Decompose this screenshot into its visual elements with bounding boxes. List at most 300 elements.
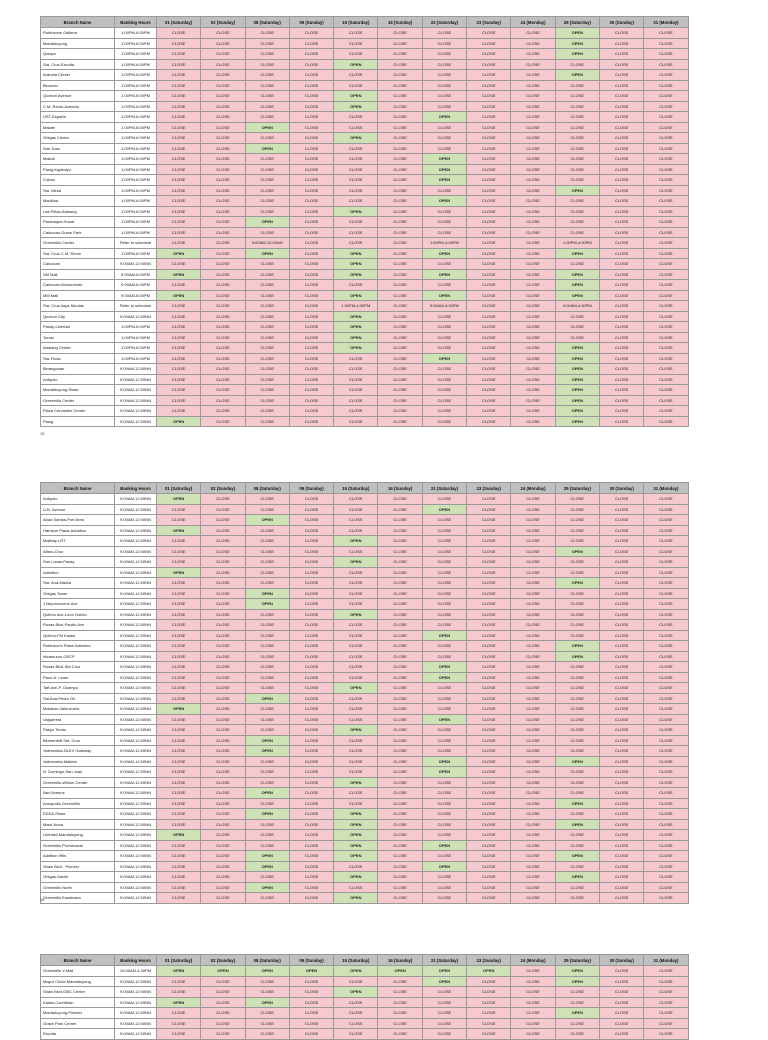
banking-hours: 9:00AM-12:00NN xyxy=(115,756,157,767)
status-cell: CLOSE xyxy=(245,798,289,809)
status-cell: CLOSE xyxy=(644,683,688,694)
status-cell: CLOSE xyxy=(467,683,511,694)
banking-hours: 1:00PM-6:00PM xyxy=(115,353,157,364)
status-cell: CLOSE xyxy=(555,227,599,238)
banking-hours: 9:00AM-12:00NN xyxy=(115,641,157,652)
status-cell: CLOSE xyxy=(511,70,555,81)
column-header: 29 (Saturday) xyxy=(555,17,599,28)
table-row xyxy=(41,91,689,102)
status-cell: CLOSE xyxy=(555,525,599,536)
status-cell: CLOSE xyxy=(555,997,599,1008)
status-cell: CLOSE xyxy=(201,374,245,385)
status-cell: CLOSE xyxy=(599,588,643,599)
status-cell: CLOSE xyxy=(555,620,599,631)
status-cell: CLOSE xyxy=(644,756,688,767)
status-cell: CLOSE xyxy=(599,599,643,610)
status-cell: CLOSE xyxy=(467,416,511,427)
branch-name: Greenhills North xyxy=(41,882,115,893)
status-cell: CLOSE xyxy=(555,672,599,683)
status-cell: CLOSE xyxy=(289,80,333,91)
banking-hours: 9:00AM-12:00NN xyxy=(115,1018,157,1029)
status-cell: CLOSE xyxy=(511,364,555,375)
branch-name: Plaza Cervantes Center xyxy=(41,406,115,417)
status-cell: CLOSE xyxy=(378,1008,422,1019)
status-cell: CLOSE xyxy=(245,364,289,375)
branch-name: Mandaluyong xyxy=(41,38,115,49)
status-cell: CLOSE xyxy=(378,746,422,757)
status-cell: CLOSE xyxy=(644,504,688,515)
status-cell: CLOSE xyxy=(334,651,378,662)
column-header: 24 (Monday) xyxy=(511,17,555,28)
status-cell: CLOSE xyxy=(334,546,378,557)
status-cell: OPEN xyxy=(555,374,599,385)
status-cell: CLOSE xyxy=(555,59,599,70)
status-cell: OPEN xyxy=(157,416,201,427)
table-row xyxy=(41,704,689,715)
status-cell: CLOSE xyxy=(599,557,643,568)
status-cell: CLOSE xyxy=(511,809,555,820)
header-row xyxy=(41,955,689,966)
banking-hours: 9:00AM-12:00NN xyxy=(115,735,157,746)
status-cell: CLOSE xyxy=(599,91,643,102)
banking-hours: 9:00AM-12:00NN xyxy=(115,504,157,515)
status-cell: CLOSE xyxy=(378,38,422,49)
status-cell: CLOSE xyxy=(467,756,511,767)
branch-name: Antipolo xyxy=(41,494,115,505)
status-cell: CLOSE xyxy=(467,185,511,196)
status-cell: OPEN xyxy=(422,714,466,725)
status-cell: CLOSE xyxy=(644,385,688,396)
table-row xyxy=(41,1018,689,1029)
status-cell: CLOSE xyxy=(555,861,599,872)
status-cell: CLOSE xyxy=(555,588,599,599)
status-cell: OPEN xyxy=(334,290,378,301)
status-cell: CLOSE xyxy=(511,238,555,249)
status-cell: CLOSE xyxy=(157,406,201,417)
banking-hours: Refer to schedule xyxy=(115,301,157,312)
status-cell: CLOSE xyxy=(467,997,511,1008)
status-cell: CLOSE xyxy=(157,609,201,620)
status-cell: CLOSE xyxy=(467,987,511,998)
branch-name: C.M. Recto-Avenida xyxy=(41,101,115,112)
status-cell: CLOSE xyxy=(289,599,333,610)
status-cell: CLOSE xyxy=(422,735,466,746)
status-cell: CLOSE xyxy=(378,217,422,228)
status-cell: CLOSE xyxy=(378,1029,422,1040)
status-cell: CLOSE xyxy=(245,840,289,851)
status-cell: CLOSE xyxy=(378,788,422,799)
status-cell: CLOSE xyxy=(599,143,643,154)
status-cell: CLOSE xyxy=(245,49,289,60)
status-cell: CLOSE xyxy=(644,269,688,280)
banking-hours: 9:00AM-12:00NN xyxy=(115,872,157,883)
table-row xyxy=(41,395,689,406)
status-cell: CLOSE xyxy=(599,504,643,515)
table-row xyxy=(41,332,689,343)
status-cell: CLOSE xyxy=(245,343,289,354)
status-cell: CLOSE xyxy=(245,206,289,217)
status-cell: CLOSE xyxy=(289,525,333,536)
status-cell: CLOSE xyxy=(422,893,466,904)
status-cell: CLOSE xyxy=(201,206,245,217)
branch-name: Valenzuela-Malinta xyxy=(41,756,115,767)
status-cell: CLOSE xyxy=(289,416,333,427)
status-cell: CLOSE xyxy=(467,536,511,547)
status-cell: CLOSE xyxy=(289,248,333,259)
status-cell: CLOSE xyxy=(334,578,378,589)
status-cell: CLOSE xyxy=(511,588,555,599)
status-cell: CLOSE xyxy=(644,112,688,123)
status-cell: CLOSE xyxy=(289,809,333,820)
status-cell: CLOSE xyxy=(289,217,333,228)
branch-name: Roxas Blvd-Pacific Ave xyxy=(41,620,115,631)
column-header: 16 (Sunday) xyxy=(378,955,422,966)
status-cell: CLOSE xyxy=(289,840,333,851)
table-row xyxy=(41,976,689,987)
status-cell: CLOSE xyxy=(644,206,688,217)
status-cell: CLOSE xyxy=(599,725,643,736)
status-cell: CLOSE xyxy=(555,259,599,270)
banking-hours: 1:00PM-6:00PM xyxy=(115,122,157,133)
status-cell: CLOSE xyxy=(157,133,201,144)
table-row xyxy=(41,966,689,977)
branch-name: Malibay-LRT xyxy=(41,536,115,547)
status-cell: CLOSE xyxy=(511,280,555,291)
status-cell: OPEN xyxy=(555,651,599,662)
branch-name: Intramuros-GSCP xyxy=(41,651,115,662)
status-cell: OPEN xyxy=(201,966,245,977)
branch-name: Robinsons Galleria xyxy=(41,28,115,39)
status-cell: CLOSE xyxy=(201,217,245,228)
banking-hours: 9:00AM-12:00NN xyxy=(115,693,157,704)
status-cell: CLOSE xyxy=(201,588,245,599)
status-cell: CLOSE xyxy=(511,374,555,385)
status-cell: CLOSE xyxy=(201,714,245,725)
status-cell: CLOSE xyxy=(599,997,643,1008)
status-cell: CLOSE xyxy=(599,546,643,557)
status-cell: CLOSE xyxy=(555,206,599,217)
status-cell: CLOSE xyxy=(378,536,422,547)
status-cell: CLOSE xyxy=(334,620,378,631)
status-cell: CLOSE xyxy=(201,70,245,81)
table-row xyxy=(41,987,689,998)
status-cell: CLOSE xyxy=(599,746,643,757)
table-row xyxy=(41,416,689,427)
status-cell: CLOSE xyxy=(201,322,245,333)
status-cell: CLOSE xyxy=(289,798,333,809)
status-cell: CLOSE xyxy=(511,997,555,1008)
status-cell: CLOSE xyxy=(644,301,688,312)
status-cell: CLOSE xyxy=(157,872,201,883)
column-header: Banking Hours xyxy=(115,955,157,966)
table-row xyxy=(41,651,689,662)
status-cell: CLOSE xyxy=(245,704,289,715)
status-cell: CLOSE xyxy=(157,374,201,385)
status-cell: CLOSE xyxy=(467,620,511,631)
branch-name: Caloocan-Grace Park xyxy=(41,227,115,238)
status-cell: CLOSE xyxy=(467,1029,511,1040)
status-cell: CLOSE xyxy=(555,662,599,673)
status-cell: OPEN xyxy=(245,861,289,872)
schedule-table-3 xyxy=(40,954,689,1040)
column-header: 29 (Saturday) xyxy=(555,955,599,966)
status-cell: CLOSE xyxy=(245,101,289,112)
banking-hours: 9:00AM-12:00NN xyxy=(115,725,157,736)
branch-name: Valgarrera xyxy=(41,714,115,725)
table-row xyxy=(41,175,689,186)
status-cell: CLOSE xyxy=(157,735,201,746)
status-cell: CLOSE xyxy=(644,735,688,746)
column-header: 23 (Sunday) xyxy=(467,17,511,28)
status-cell: CLOSE xyxy=(511,290,555,301)
status-cell: CLOSE xyxy=(378,683,422,694)
status-cell: CLOSE xyxy=(644,1029,688,1040)
status-cell: CLOSE xyxy=(334,385,378,396)
status-cell: CLOSE xyxy=(289,374,333,385)
table-row xyxy=(41,70,689,81)
column-header: 30 (Sunday) xyxy=(599,17,643,28)
status-cell: CLOSE xyxy=(467,343,511,354)
status-cell: CLOSE xyxy=(201,704,245,715)
status-cell: CLOSE xyxy=(334,1008,378,1019)
status-cell: CLOSE xyxy=(422,70,466,81)
status-cell: CLOSE xyxy=(644,374,688,385)
status-cell: CLOSE xyxy=(289,280,333,291)
status-cell: OPEN xyxy=(334,311,378,322)
status-cell: OPEN xyxy=(245,966,289,977)
status-cell: CLOSE xyxy=(378,893,422,904)
status-cell: CLOSE xyxy=(201,269,245,280)
status-cell: CLOSE xyxy=(289,59,333,70)
status-cell: CLOSE xyxy=(467,1018,511,1029)
banking-hours: 9:00AM-12:00NN xyxy=(115,777,157,788)
status-cell: OPEN xyxy=(378,966,422,977)
status-cell: CLOSE xyxy=(245,662,289,673)
status-cell: CLOSE xyxy=(599,206,643,217)
banking-hours: 1:00PM-6:00PM xyxy=(115,133,157,144)
status-cell: CLOSE xyxy=(289,546,333,557)
banking-hours: 1:00PM-6:00PM xyxy=(115,80,157,91)
table-row xyxy=(41,714,689,725)
status-cell: CLOSE xyxy=(378,364,422,375)
status-cell: CLOSE xyxy=(289,332,333,343)
status-cell: CLOSE xyxy=(511,91,555,102)
column-header: 30 (Sunday) xyxy=(599,955,643,966)
status-cell: CLOSE xyxy=(201,353,245,364)
status-cell: CLOSE xyxy=(644,851,688,862)
status-cell: CLOSE xyxy=(644,788,688,799)
status-cell: CLOSE xyxy=(422,725,466,736)
status-cell: CLOSE xyxy=(201,504,245,515)
table-row xyxy=(41,830,689,841)
status-cell: CLOSE xyxy=(599,28,643,39)
column-header: 29 (Saturday) xyxy=(555,483,599,494)
status-cell: OPEN xyxy=(422,861,466,872)
banking-hours: 1:00PM-6:00PM xyxy=(115,343,157,354)
status-cell: CLOSE xyxy=(511,133,555,144)
status-cell: CLOSE xyxy=(378,662,422,673)
status-cell: CLOSE xyxy=(644,588,688,599)
column-header: 22 (Saturday) xyxy=(422,955,466,966)
status-cell: OPEN xyxy=(422,290,466,301)
status-cell: CLOSE xyxy=(511,756,555,767)
status-cell: CLOSE xyxy=(555,735,599,746)
status-cell: CLOSE xyxy=(467,651,511,662)
status-cell: CLOSE xyxy=(289,672,333,683)
status-cell: CLOSE xyxy=(644,609,688,620)
table-row xyxy=(41,238,689,249)
table-row xyxy=(41,112,689,123)
status-cell: CLOSE xyxy=(289,133,333,144)
status-cell: CLOSE xyxy=(599,630,643,641)
status-cell: OPEN xyxy=(334,777,378,788)
status-cell: CLOSE xyxy=(511,112,555,123)
status-cell: CLOSE xyxy=(422,80,466,91)
status-cell: CLOSE xyxy=(599,311,643,322)
status-cell: OPEN xyxy=(245,143,289,154)
status-cell: OPEN xyxy=(555,976,599,987)
status-cell: OPEN xyxy=(422,175,466,186)
status-cell: CLOSE xyxy=(467,630,511,641)
status-cell: CLOSE xyxy=(511,395,555,406)
status-cell: CLOSE xyxy=(289,91,333,102)
status-cell: CLOSE xyxy=(555,630,599,641)
status-cell: 9:00AM-12:00NN xyxy=(245,238,289,249)
status-cell: CLOSE xyxy=(644,154,688,165)
branch-name: Shaw Blvd-GBC Center xyxy=(41,987,115,998)
status-cell: CLOSE xyxy=(378,693,422,704)
status-cell: CLOSE xyxy=(599,280,643,291)
status-cell: CLOSE xyxy=(467,819,511,830)
status-cell: CLOSE xyxy=(378,851,422,862)
column-header: 08 (Saturday) xyxy=(245,483,289,494)
banking-hours: 9:00AM-12:00NN xyxy=(115,851,157,862)
status-cell: CLOSE xyxy=(157,206,201,217)
status-cell: CLOSE xyxy=(201,599,245,610)
status-cell: CLOSE xyxy=(245,777,289,788)
status-cell: CLOSE xyxy=(289,259,333,270)
column-header: 24 (Monday) xyxy=(511,483,555,494)
branch-name: J.Nepomuceno Ave xyxy=(41,599,115,610)
status-cell: CLOSE xyxy=(467,28,511,39)
status-cell: CLOSE xyxy=(157,588,201,599)
status-cell: CLOSE xyxy=(289,735,333,746)
branch-name: Paco-A. Linao xyxy=(41,672,115,683)
status-cell: CLOSE xyxy=(201,1029,245,1040)
status-cell: OPEN xyxy=(157,997,201,1008)
status-cell: CLOSE xyxy=(157,196,201,207)
table-row xyxy=(41,641,689,652)
status-cell: CLOSE xyxy=(334,374,378,385)
status-cell: CLOSE xyxy=(289,38,333,49)
status-cell: CLOSE xyxy=(644,809,688,820)
status-cell: CLOSE xyxy=(644,1018,688,1029)
status-cell: CLOSE xyxy=(201,248,245,259)
status-cell: CLOSE xyxy=(157,756,201,767)
status-cell: CLOSE xyxy=(599,578,643,589)
status-cell: CLOSE xyxy=(599,987,643,998)
status-cell: CLOSE xyxy=(334,143,378,154)
branch-name: Sta. Rosa xyxy=(41,353,115,364)
status-cell: CLOSE xyxy=(245,112,289,123)
status-cell: CLOSE xyxy=(245,269,289,280)
status-cell: CLOSE xyxy=(378,175,422,186)
status-cell: CLOSE xyxy=(289,101,333,112)
status-cell: CLOSE xyxy=(245,651,289,662)
branch-name: Malate xyxy=(41,122,115,133)
status-cell: CLOSE xyxy=(511,301,555,312)
schedule-page-3 xyxy=(40,954,688,1040)
branch-name: MM Mall xyxy=(41,290,115,301)
branch-name: Abad Santos-Port Area xyxy=(41,515,115,526)
status-cell: CLOSE xyxy=(644,620,688,631)
status-cell: CLOSE xyxy=(334,49,378,60)
status-cell: CLOSE xyxy=(422,704,466,715)
status-cell: CLOSE xyxy=(511,59,555,70)
banking-hours: 9:00AM-12:00NN xyxy=(115,395,157,406)
status-cell: CLOSE xyxy=(599,80,643,91)
branch-name: Harrison Plaza-Adriatico xyxy=(41,525,115,536)
status-cell: CLOSE xyxy=(378,504,422,515)
status-cell: CLOSE xyxy=(157,620,201,631)
status-cell: CLOSE xyxy=(422,536,466,547)
status-cell: CLOSE xyxy=(644,557,688,568)
status-cell: CLOSE xyxy=(511,101,555,112)
status-cell: CLOSE xyxy=(157,217,201,228)
status-cell: CLOSE xyxy=(378,28,422,39)
status-cell: CLOSE xyxy=(157,164,201,175)
status-cell: CLOSE xyxy=(644,893,688,904)
status-cell: CLOSE xyxy=(157,840,201,851)
status-cell: CLOSE xyxy=(378,651,422,662)
status-cell: OPEN xyxy=(555,1008,599,1019)
status-cell: CLOSE xyxy=(245,987,289,998)
status-cell: CLOSE xyxy=(289,49,333,60)
status-cell: CLOSE xyxy=(511,725,555,736)
status-cell: CLOSE xyxy=(378,290,422,301)
status-cell: CLOSE xyxy=(245,406,289,417)
status-cell: CLOSE xyxy=(378,101,422,112)
status-cell: CLOSE xyxy=(467,767,511,778)
status-cell: OPEN xyxy=(422,353,466,364)
status-cell: CLOSE xyxy=(334,662,378,673)
status-cell: CLOSE xyxy=(644,416,688,427)
status-cell: CLOSE xyxy=(644,714,688,725)
status-cell: CLOSE xyxy=(334,672,378,683)
status-cell: OPEN xyxy=(422,269,466,280)
banking-hours: 9:00AM-12:00NN xyxy=(115,767,157,778)
status-cell: CLOSE xyxy=(157,641,201,652)
status-cell: CLOSE xyxy=(467,588,511,599)
status-cell: CLOSE xyxy=(289,154,333,165)
status-cell: CLOSE xyxy=(289,227,333,238)
branch-name: Annapolis-Greenhills xyxy=(41,798,115,809)
status-cell: CLOSE xyxy=(467,322,511,333)
status-cell: CLOSE xyxy=(201,609,245,620)
table-row xyxy=(41,28,689,39)
banking-hours: 9:00AM-12:00NN xyxy=(115,406,157,417)
status-cell: CLOSE xyxy=(157,28,201,39)
status-cell: OPEN xyxy=(157,290,201,301)
table-row xyxy=(41,49,689,60)
table-row xyxy=(41,154,689,165)
status-cell: CLOSE xyxy=(511,735,555,746)
banking-hours: 10:00AM-4:30PM xyxy=(115,966,157,977)
table-row xyxy=(41,872,689,883)
status-cell: CLOSE xyxy=(511,164,555,175)
status-cell: CLOSE xyxy=(201,143,245,154)
column-header: 15 (Saturday) xyxy=(334,955,378,966)
